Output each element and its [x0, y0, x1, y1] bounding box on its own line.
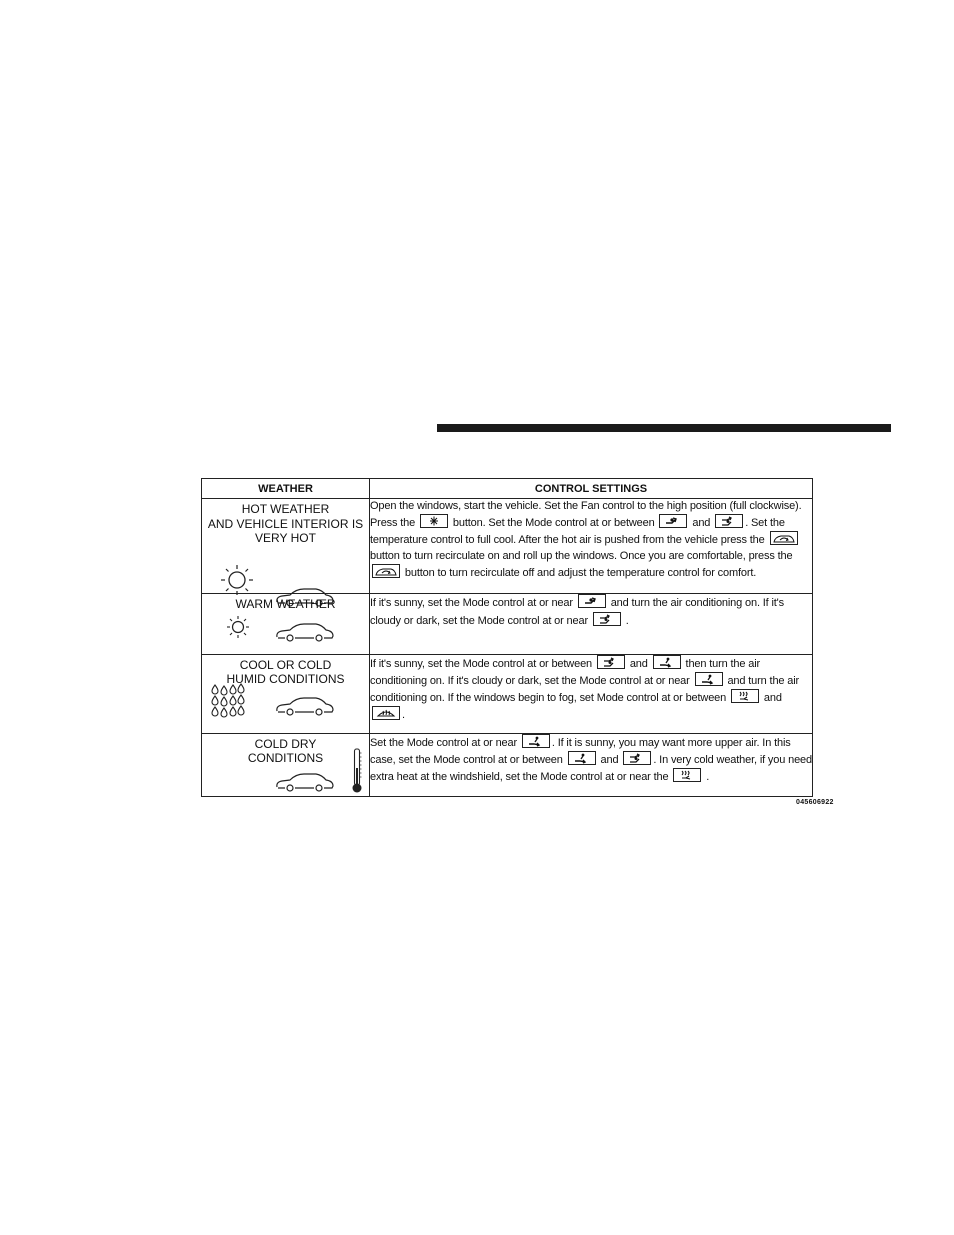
bilevel-mode-icon [623, 751, 651, 765]
setting-text: . In very cold weather, if you need extra heat at the windshield, set the Mode control at or near the [370, 753, 812, 784]
table-row [202, 499, 813, 594]
control-settings-column-header: CONTROL SETTINGS [370, 479, 813, 499]
car-icon [274, 695, 336, 717]
setting-text: . [703, 771, 710, 784]
setting-text: and [597, 753, 622, 766]
settings-cell-warm [370, 594, 813, 654]
setting-text: . [622, 614, 629, 627]
setting-text: If it's sunny, set the Mode control at or between [370, 657, 595, 670]
sun-icon [219, 563, 259, 597]
panel-mode-icon [659, 514, 687, 528]
recirculate-button-icon [372, 564, 400, 578]
settings-cell-cold-dry [370, 733, 813, 796]
setting-text: and [761, 691, 782, 704]
table-row [202, 733, 813, 796]
bilevel-mode-icon [597, 655, 625, 669]
table-row [202, 594, 813, 654]
mix-mode-icon [731, 689, 759, 703]
setting-text: . [402, 709, 405, 722]
setting-text: then turn the air conditioning on. If it's cloudy or dark, set the Mode control at or near [370, 657, 761, 687]
weather-label: COOL OR COLD HUMID CONDITIONS [226, 657, 345, 687]
setting-text: and turn the air conditioning on. If the windows begin to fog, set Mode control at or between [370, 674, 800, 704]
figure-code: 045606922 [796, 799, 834, 806]
weather-label: COLD DRY CONDITIONS [247, 736, 324, 766]
settings-cell-hot [370, 499, 813, 594]
setting-text: and [626, 657, 651, 670]
weather-control-table [201, 478, 813, 797]
setting-text: If it's sunny, set the Mode control at or near [370, 597, 576, 610]
setting-text: . If it is sunny, you may want more upper air. In this case, set the Mode control at or between [370, 736, 791, 766]
weather-cell-warm [202, 594, 370, 654]
table-row [202, 654, 813, 733]
setting-text: and [689, 517, 714, 530]
weather-cell-cool-humid [202, 654, 370, 733]
setting-text: Open the windows, start the vehicle. Set the Fan control to the high position (full clockwise). Press the [370, 500, 802, 530]
setting-text: button to turn recirculate on and roll up the windows. Once you are comfortable, press the [370, 549, 793, 562]
table-header-row [202, 479, 813, 499]
setting-text: and turn the air conditioning on. If it's cloudy or dark, set the Mode control at or near [370, 597, 784, 627]
weather-cell-hot [202, 499, 370, 594]
thermometer-icon [351, 748, 363, 794]
weather-label: HOT WEATHER AND VEHICLE INTERIOR IS VERY HOT [207, 502, 364, 546]
recirculate-button-icon [770, 531, 798, 545]
defrost-mode-icon [372, 706, 400, 720]
setting-text: button. Set the Mode control at or between [450, 517, 658, 530]
setting-text: Set the Mode control at or near [370, 736, 520, 749]
floor-mode-icon [695, 672, 723, 686]
sun-icon [224, 614, 254, 640]
mix-mode-icon [673, 768, 701, 782]
floor-mode-icon [568, 751, 596, 765]
bilevel-mode-icon [715, 514, 743, 528]
section-rule [437, 424, 891, 432]
car-icon [274, 771, 336, 793]
weather-cell-cold-dry [202, 733, 370, 796]
settings-cell-cool-humid [370, 654, 813, 733]
setting-text: . Set the temperature control to full cool. After the hot air is pushed from the vehicle press the [370, 517, 785, 547]
weather-column-header: WEATHER [202, 479, 370, 499]
floor-mode-icon [653, 655, 681, 669]
ac-button-icon [420, 514, 448, 528]
weather-label: WARM WEATHER [235, 597, 336, 612]
raindrops-icon [210, 683, 246, 721]
bilevel-mode-icon [593, 612, 621, 626]
floor-mode-icon [522, 734, 550, 748]
setting-text: button to turn recirculate off and adjust the temperature control for comfort. [402, 566, 757, 579]
panel-mode-icon [578, 594, 606, 608]
car-icon [274, 621, 336, 643]
